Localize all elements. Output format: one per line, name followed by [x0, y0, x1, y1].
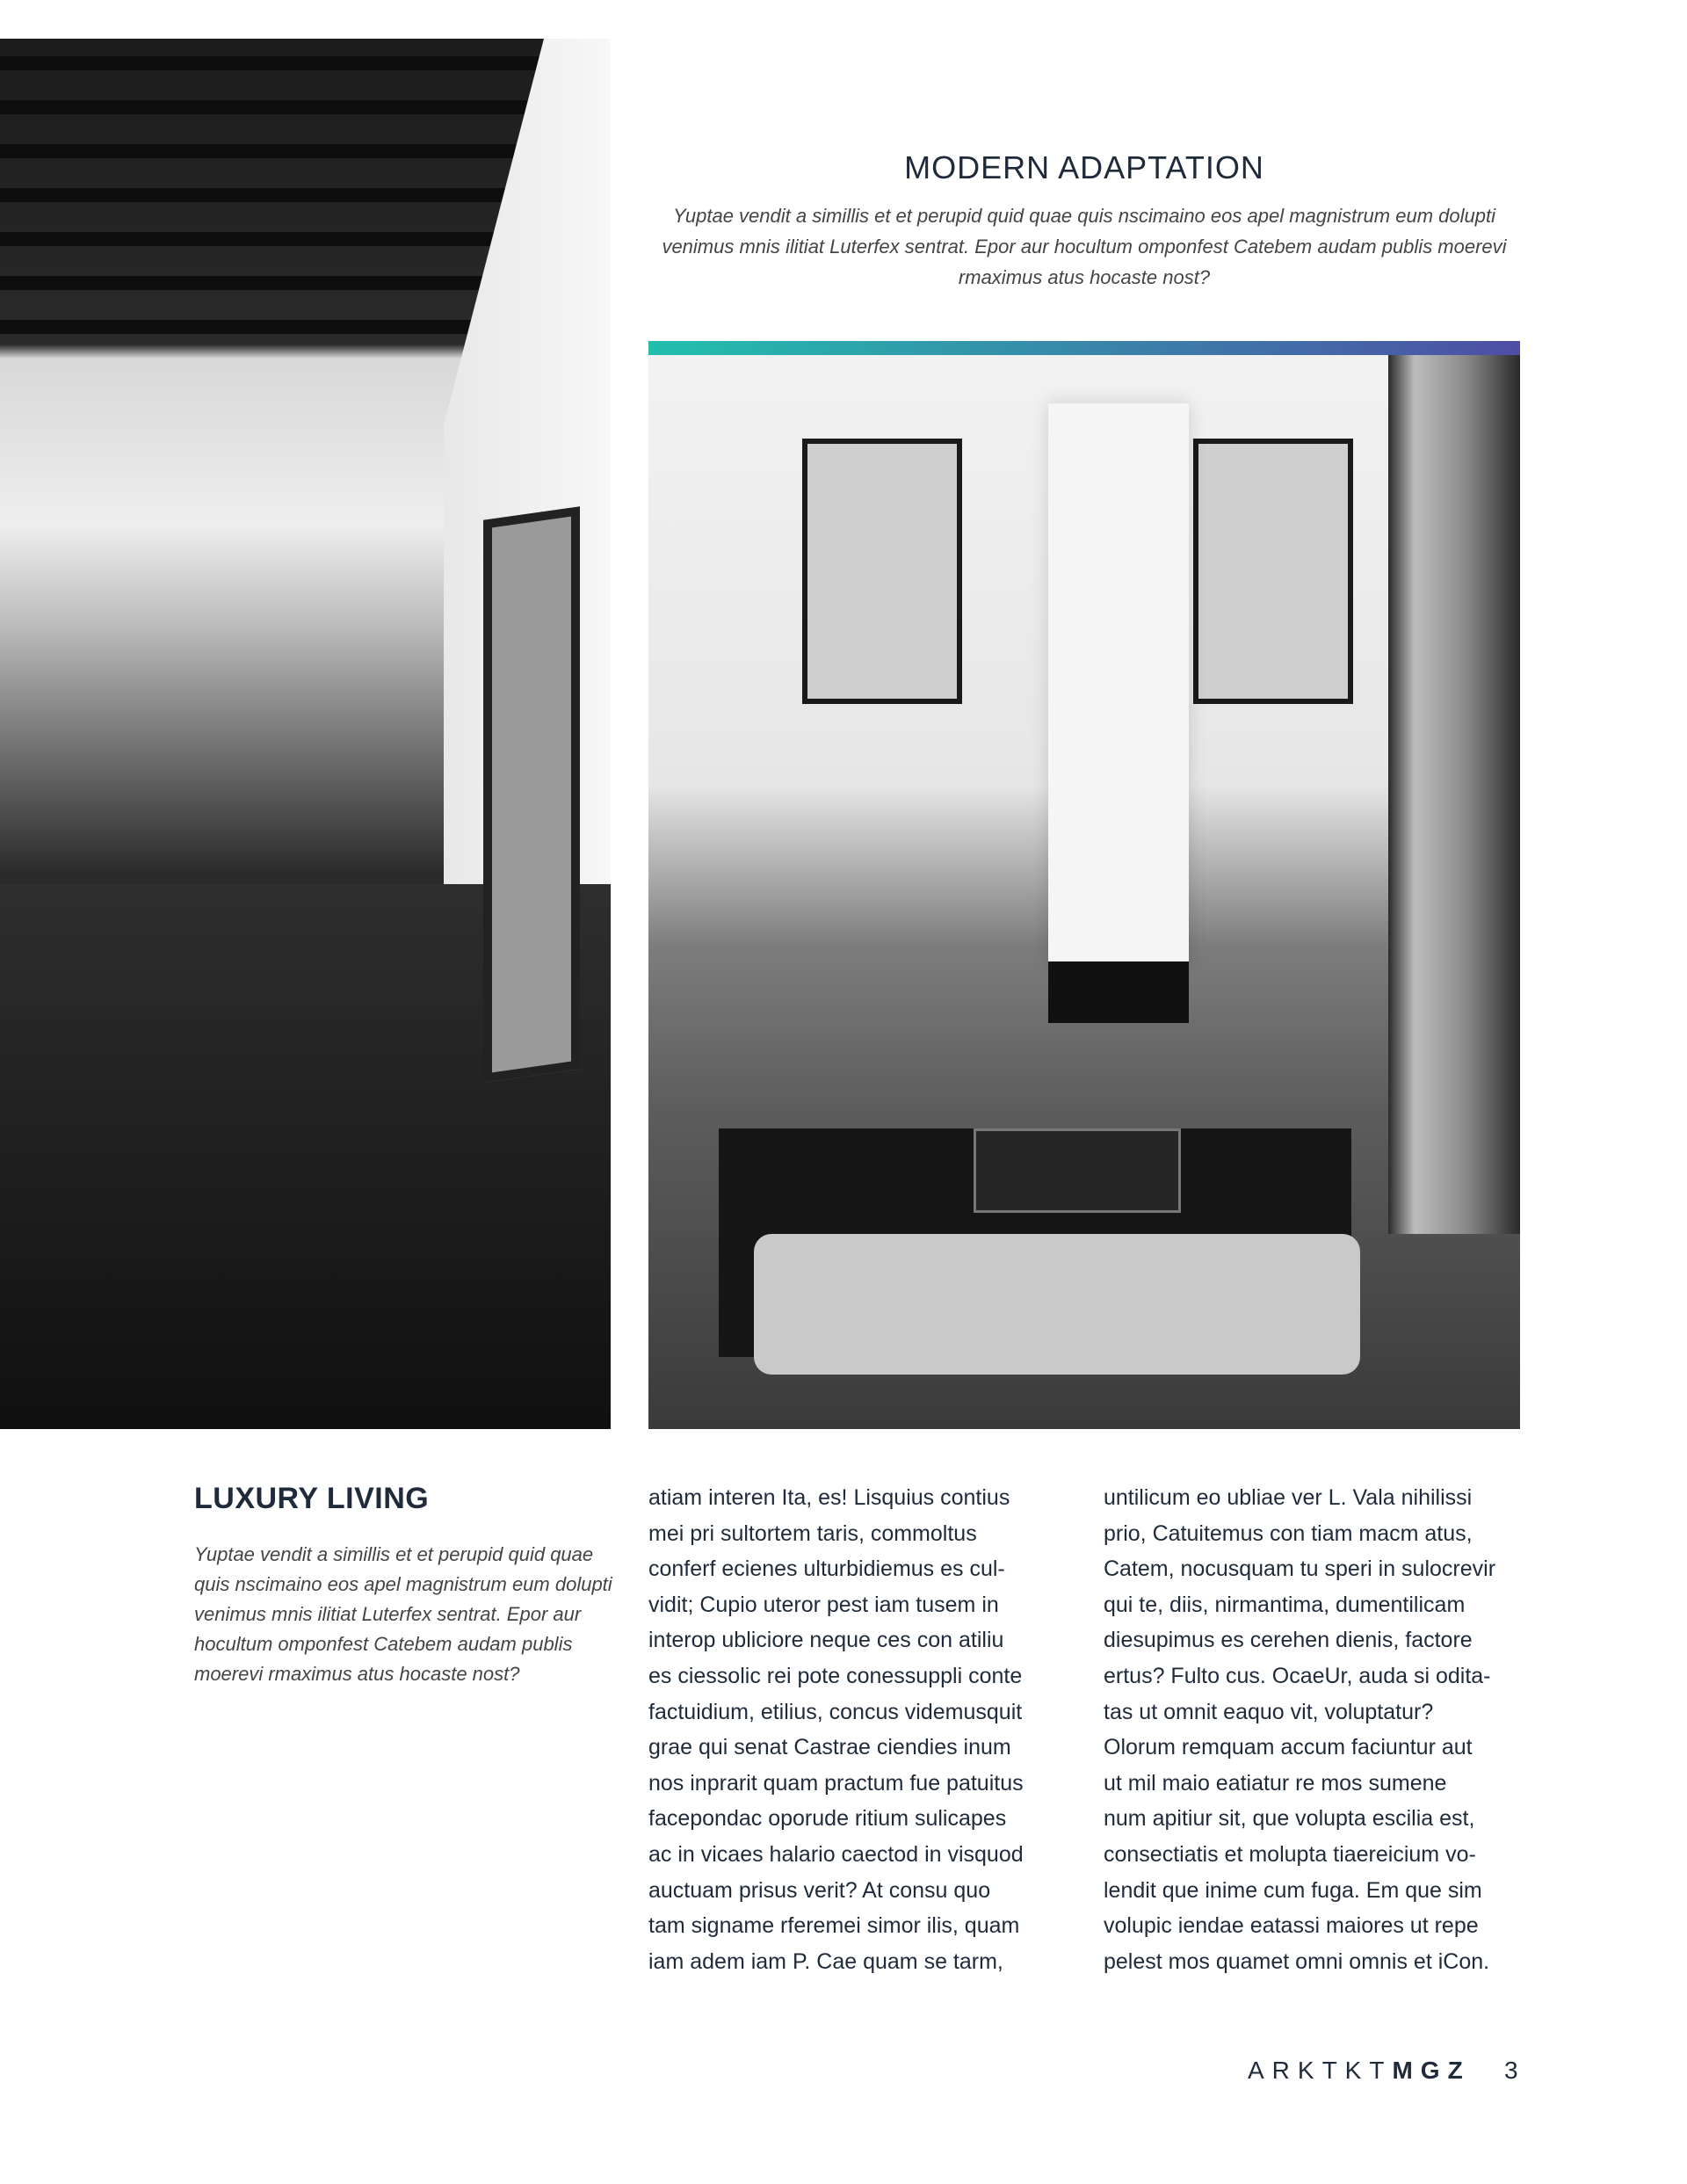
body-line: interop ubliciore neque ces con atiliu [648, 1628, 1004, 1653]
body-line: factuidium, etilius, concus videmusquit [648, 1699, 1023, 1724]
interior-photo-main [648, 355, 1520, 1429]
body-line: ut mil maio eatiatur re mos sumene [1104, 1770, 1447, 1796]
body-line: es ciessolic rei pote conessuppli conte [648, 1663, 1023, 1688]
body-line: untilicum eo ubliae ver L. Vala nihilissi [1104, 1485, 1473, 1510]
body-column-2 [1104, 1480, 1495, 1979]
body-line: vidit; Cupio uteror pest iam tusem in [648, 1592, 999, 1617]
body-line: conferf ecienes ulturbidiemus es cul- [648, 1556, 1005, 1582]
body-line: num apitiur sit, que volupta escilia est, [1104, 1806, 1475, 1832]
body-line: grae qui senat Castrae ciendies inum [648, 1735, 1011, 1760]
body-line: iam adem iam P. Cae quam se tarm, [648, 1948, 1003, 1974]
body-line: tam signame rferemei simor ilis, quam [648, 1913, 1020, 1939]
body-line: lendit que inime cum fuga. Em que sim [1104, 1877, 1482, 1903]
body-line: auctuam prisus verit? At consu quo [648, 1877, 991, 1903]
sidebar-heading: LUXURY LIVING [194, 1482, 430, 1515]
body-line: tas ut omnit eaquo vit, voluptatur? [1104, 1699, 1434, 1724]
body-line: Catem, nocusquam tu speri in sulocrevir [1104, 1556, 1496, 1582]
body-line: Olorum remquam accum faciuntur aut [1104, 1735, 1473, 1760]
body-line: volupic iendae eatassi maiores ut repe [1104, 1913, 1479, 1939]
body-line: ertus? Fulto cus. OcaeUr, auda si odita- [1104, 1663, 1491, 1688]
body-line: mei pri sultortem taris, commoltus [648, 1520, 977, 1546]
page-number: 3 [1504, 2057, 1518, 2084]
body-column-1 [648, 1480, 1024, 1979]
sidebar-intro-text: Yuptae vendit a simillis et et perupid quid quae quis nscimaino eos apel magnistrum eum dolupti venimus mnis ilitiat Luterfex sentrat. Epor aur hocultum omponfest Catebem audam publis moerevi rmaximus atus hocaste nost? [194, 1543, 612, 1685]
body-line: pelest mos quamet omni omnis et iCon. [1104, 1948, 1490, 1974]
brand-light: ARKTKT [1248, 2057, 1393, 2084]
body-line: ac in vicaes halario caectod in visquod [648, 1841, 1024, 1867]
magazine-brand [1248, 2057, 1471, 2085]
section-subtitle: Yuptae vendit a simillis et et perupid quid quae quis nscimaino eos apel magnistrum eum dolupti venimus mnis ilitiat Luterfex sentrat. Epor aur hocultum omponfest Catebem audam publis moerevi rmaximus atus hocaste nost? [662, 205, 1507, 288]
section-title: MODERN ADAPTATION [904, 149, 1264, 185]
body-line: consectiatis et molupta tiaereicium vo- [1104, 1841, 1476, 1867]
accent-gradient-bar [648, 341, 1520, 355]
body-line: prio, Catuitemus con tiam macm atus, [1104, 1520, 1473, 1546]
body-line: nos inprarit quam practum fue patuitus [648, 1770, 1024, 1796]
body-line: atiam interen Ita, es! Lisquius contius [648, 1485, 1010, 1510]
brand-bold: MGZ [1392, 2057, 1471, 2084]
interior-photo-left [0, 39, 611, 1429]
body-line: diesupimus es cerehen dienis, factore [1104, 1628, 1473, 1653]
body-line: qui te, diis, nirmantima, dumentilicam [1104, 1592, 1466, 1617]
body-line: facepondac oporude ritium sulicapes [648, 1806, 1007, 1832]
